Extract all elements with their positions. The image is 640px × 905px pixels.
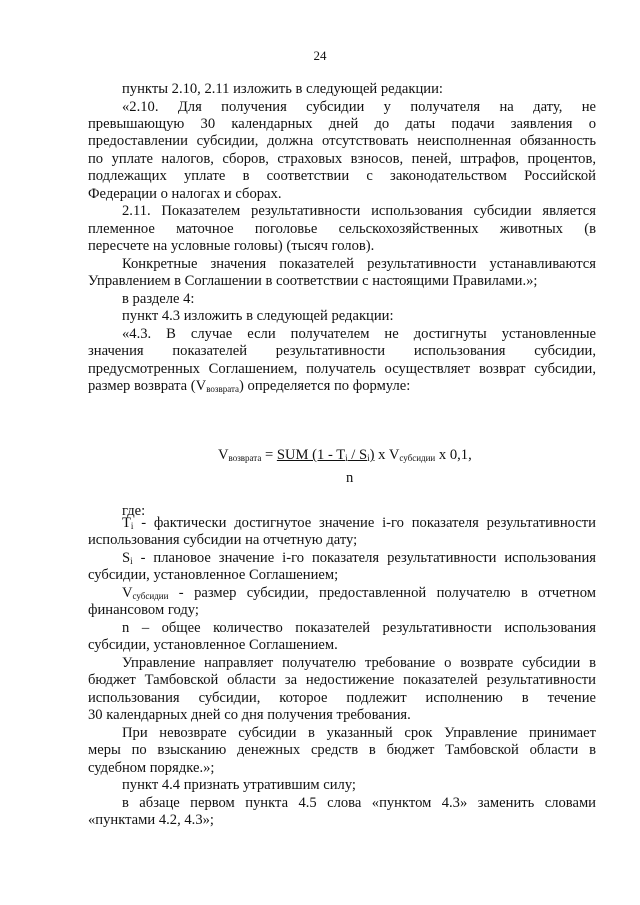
text-line: 30 календарных дней со дня получения требования.: [88, 707, 411, 723]
text-line: где:: [122, 503, 146, 519]
text-line: пункт 4.4 признать утратившим силу;: [122, 777, 356, 793]
text-line: Управлением в Соглашении в соответствии с настоящими Правилами.»;: [88, 273, 538, 289]
text-line: подлежащих уплате в соответствии с законодательством Российской: [88, 168, 596, 184]
formula-lhs-sub: возврата: [228, 453, 262, 463]
formula-numerator: SUM $(1 - T_i / S_i)$: [276, 447, 375, 463]
text-line: значения показателей результативности использования субсидии,: [88, 343, 596, 359]
formula-times: x V: [374, 447, 400, 463]
text-line: «пунктами 4.2, 4.3»;: [88, 812, 214, 828]
text-line: предусмотренных Соглашением, получатель осуществляет возврат субсидии,: [88, 361, 596, 377]
page-number: 24: [313, 48, 327, 63]
text-line: $T_i$ - фактически достигнутое значение i-го показателя результативности: [122, 515, 596, 531]
text-line: бюджет Тамбовской области за недостижение показателей результативности: [88, 672, 596, 688]
text-line: пункт 4.3 изложить в следующей редакции:: [122, 308, 394, 324]
formula-denominator: n: [346, 470, 354, 486]
text-line: пересчете на условные головы) (тысяч голов).: [88, 238, 375, 254]
formula: [218, 447, 472, 467]
text-line: использования субсидии на отчетную дату;: [88, 532, 358, 548]
text-line: Конкретные значения показателей результативности устанавливаются: [122, 256, 596, 272]
text-line: субсидии, установленное Соглашением.: [88, 637, 338, 653]
text-line: в абзаце первом пункта 4.5 слова «пунктом 4.3» заменить словами: [122, 795, 596, 811]
text-line: $S_i$ - плановое значение i-го показателя результативности использования: [122, 550, 596, 566]
formula-lhs: V: [218, 447, 229, 463]
text-line: меры по взысканию денежных средств в бюджет Тамбовской области в: [88, 742, 596, 758]
formula-tail: x 0,1,: [435, 447, 472, 463]
formula-equals: =: [261, 447, 277, 463]
text-line: размер возврата $(V_{возврата})$ определяется по формуле:: [88, 378, 411, 394]
text-line: использования субсидии, которое подлежит исполнению в течение: [88, 690, 596, 706]
text-line: «2.10. Для получения субсидии у получателя на дату, не: [122, 99, 596, 115]
text-line: превышающую 30 календарных дней до даты подачи заявления о: [88, 116, 596, 132]
text-line: по уплате налогов, сборов, страховых взносов, пеней, штрафов, процентов,: [88, 151, 596, 167]
text-line: пункты 2.10, 2.11 изложить в следующей редакции:: [122, 81, 443, 97]
text-line: При невозврате субсидии в указанный срок Управление принимает: [122, 725, 596, 741]
text-line: Федерации о налогах и сборах.: [88, 186, 282, 202]
text-line: Управление направляет получателю требование о возврате субсидии в: [122, 655, 596, 671]
text-line: 2.11. Показателем результативности использования субсидии является: [122, 203, 596, 219]
text-line: в разделе 4:: [122, 291, 195, 307]
text-line: субсидии, установленное Соглашением;: [88, 567, 339, 583]
text-line: «4.3. В случае если получателем не достигнуты установленные: [122, 326, 596, 342]
text-line: $V_{субсидии}$ - размер субсидии, предоставленной получателю в отчетном: [122, 585, 596, 601]
text-line: племенное маточное поголовье сельскохозяйственных животных (в: [88, 221, 596, 237]
text-line: n – общее количество показателей результативности использования: [122, 620, 596, 636]
text-line: предоставлении субсидии, должна отсутствовать неисполненная обязанность: [88, 133, 596, 149]
text-line: судебном порядке.»;: [88, 760, 215, 776]
formula-v-sub: субсидии: [399, 453, 436, 463]
text-line: финансовом году;: [88, 602, 199, 618]
